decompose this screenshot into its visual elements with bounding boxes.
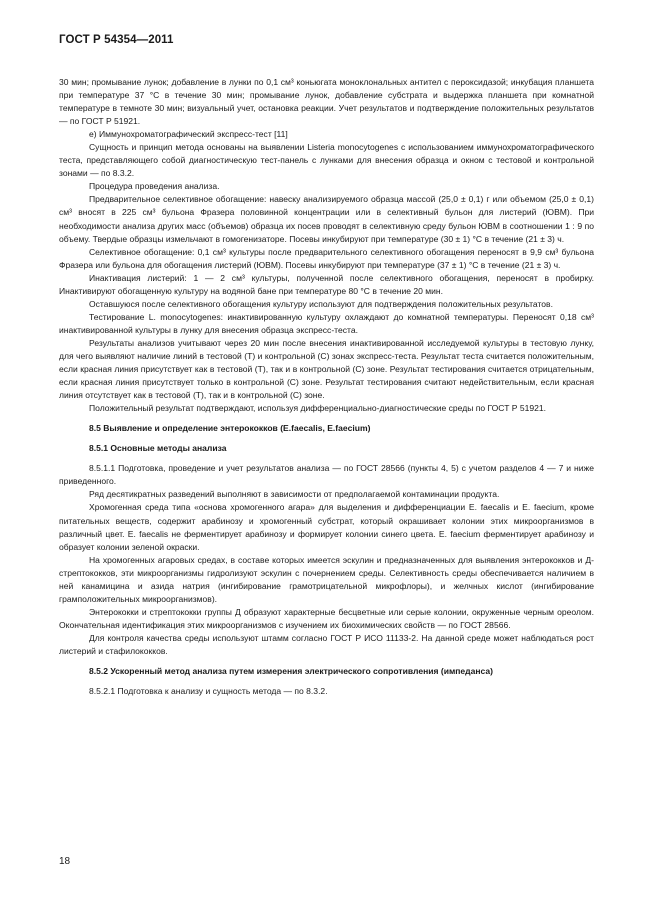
- paragraph-remaining-culture: Оставшуюся после селективного обогащения культуру используют для подтверждения положительных результатов.: [89, 298, 553, 309]
- paragraph-selective-enrichment: Селективное обогащение: 0,1 см³ культуры после предварительного селективного обогащения переносят в 9,9 см³ бульона Фразера или бульона для обогащения листерий (ЮВМ). Посевы инкубируют при температуре (37 ± 1) °С в течение (21 ± 3) ч.: [59, 246, 594, 270]
- page-number: 18: [59, 856, 71, 867]
- section-heading-8-5: 8.5 Выявление и определение энтерококков (E.faecalis, E.faecium): [89, 423, 371, 434]
- paragraph-esculin-media: На хромогенных агаровых средах, в составе которых имеется эскулин и предназначенных для выявления энтерококков и Д-стрептококков, эти микроорганизмы гидролизуют эскулин с почернением среды. Селективность среды обеспечивается наличием в ней канамицина и азида натрия (ингибирование грамотрицательной микрофлоры), и желчных кислот (ингибирование грамположительных микроорганизмов).: [59, 554, 594, 604]
- section-heading-8-5-2: 8.5.2 Ускоренный метод анализа путем измерения электрического сопротивления (импеданса): [89, 666, 493, 677]
- paragraph-quality-control: Для контроля качества среды используют штамм согласно ГОСТ Р ИСО 11133-2. На данной среде может наблюдаться рост листерий и стафилококков.: [59, 632, 594, 656]
- paragraph-8-5-1-1: 8.5.1.1 Подготовка, проведение и учет результатов анализа — по ГОСТ 28566 (пункты 4, 5) с учетом разделов 4 — 7 и ниже приведенного.: [59, 463, 594, 487]
- paragraph-immunochromatographic-test: е) Иммунохроматографический экспресс-тест [11]: [89, 129, 288, 140]
- paragraph-method-principle: Сущность и принцип метода основаны на выявлении Listeria monocytogenes с использованием иммунохроматографического теста, представляющего собой диагностическую тест-панель с лунками для внесения образца и окном с тестовой и контрольной зонами — по 8.3.2.: [59, 142, 594, 179]
- paragraph-confirmation: Положительный результат подтверждают, используя дифференциально-диагностические среды по ГОСТ Р 51921.: [89, 403, 547, 414]
- section-heading-8-5-1: 8.5.1 Основные методы анализа: [89, 443, 227, 454]
- paragraph-inactivation: Инактивация листерий: 1 — 2 см³ культуры, полученной после селективного обогащения, переносят в пробирку. Инактивируют обогащенную культуру на водяной бане при температуре 80 °С в течение 20 мин.: [59, 272, 594, 296]
- paragraph-dilutions: Ряд десятикратных разведений выполняют в зависимости от предполагаемой контаминации продукта.: [89, 489, 500, 500]
- paragraph-testing: Тестирование L. monocytogenes: инактивированную культуру охлаждают до комнатной температуры. Переносят 0,18 см³ инактивированной культуры в лунку для внесения образца экспресс-теста.: [59, 311, 594, 335]
- paragraph-preliminary-enrichment: Предварительное селективное обогащение: навеску анализируемого образца массой (25,0 ± 0,1) г или объемом (25,0 ± 0,1) см³ вносят в 225 см³ бульона Фразера половинной концентрации или в селективный бульон для листерий (ЮВМ). При необходимости анализа других масс (объемов) образца их посев проводят в селективную среду бульон ЮВМ в соотношении 1 : 9 по объему. Твердые образцы измельчают в гомогенизаторе. Посевы инкубируют при температуре (30 ± 1) °С в течение (21 ± 3) ч.: [59, 194, 594, 244]
- paragraph-procedure: Процедура проведения анализа.: [89, 181, 220, 192]
- standard-header: ГОСТ Р 54354—2011: [59, 34, 174, 46]
- paragraph-8-5-2-1: 8.5.2.1 Подготовка к анализу и сущность метода — по 8.3.2.: [89, 686, 328, 697]
- paragraph-chromogenic-medium: Хромогенная среда типа «основа хромогенного агара» для выделения и дифференциации E. faecalis и E. faecium, кроме питательных веществ, содержит арабинозу и хромогенный субстрат, который окрашивает колонии этих микроорганизмов в различный цвет. E. faecalis не ферментирует арабинозу и формирует колонии синего цвета. E. faecium ферментирует арабинозу и образует колонии зеленой окраски.: [59, 502, 594, 552]
- paragraph-colonies: Энтерококки и стрептококки группы Д образуют характерные бесцветные или серые колонии, окруженные черным ореолом. Окончательная идентификация этих микроорганизмов с изучением их биохимических свойств — по ГОСТ 28566.: [59, 606, 594, 630]
- paragraph-continuation: 30 мин; промывание лунок; добавление в лунки по 0,1 см³ коньюгата моноклональных антител с пероксидазой; инкубация планшета при температуре 37 °С в течение 30 мин; промывание лунок, добавление субстрата и выдержка планшета при комнатной температуре в темноте 30 мин; визуальный учет, остановка реакции. Учет результатов и подтверждение положительных результатов — по ГОСТ Р 51921.: [59, 77, 594, 127]
- document-body: [59, 76, 594, 698]
- paragraph-results: Результаты анализов учитывают через 20 мин после внесения инактивированной исследуемой культуры в тестовую лунку, для чего выявляют наличие линий в тестовой (Т) и контрольной (С) зонах экспресс-теста. Результат теста считается положительным, если красная линия присутствует как в тестовой (Т), так и в контрольной (С) зоне. Результат тестирования считается отрицательным, если красная линия присутствует только в контрольной (С) зоне. Результат тестирования считают недействительным, если красная линия отсутствует как в тестовой (Т), так и в контрольной (С) зоне.: [59, 337, 594, 401]
